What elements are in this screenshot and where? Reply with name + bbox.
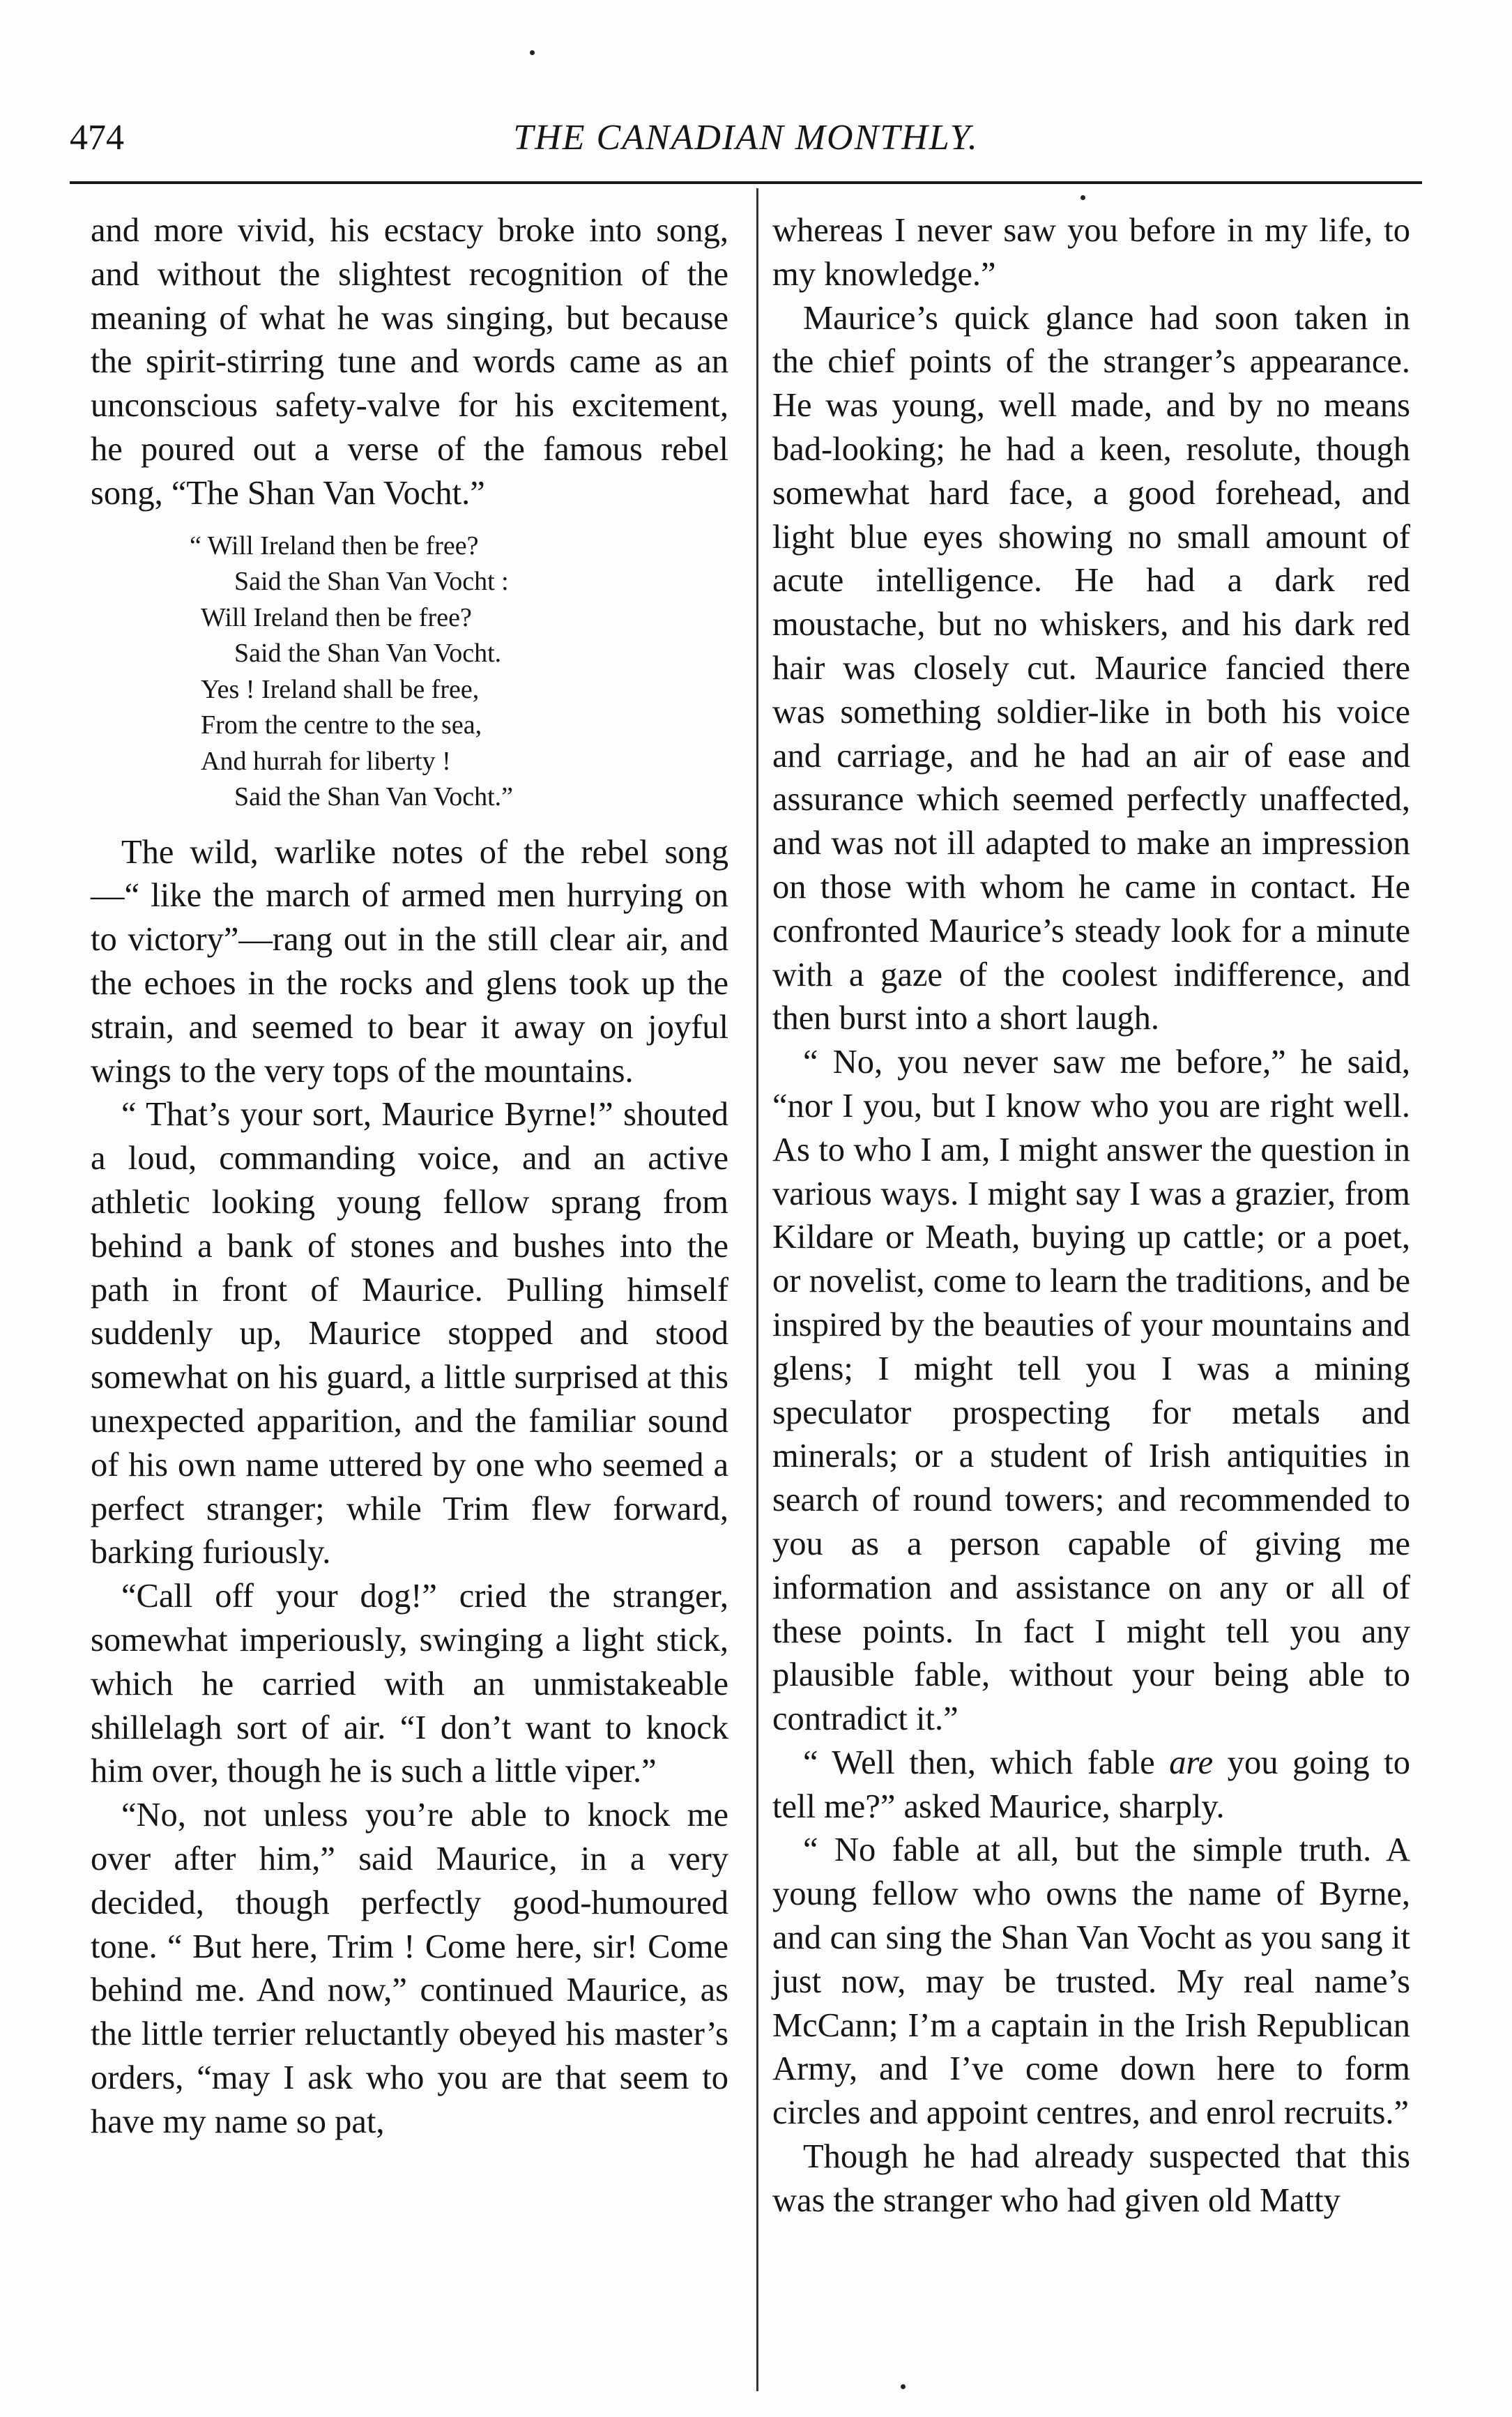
paragraph: [772, 1741, 1410, 1829]
paragraph: “ No, you never saw me before,” he said, “nor I you, but I know who you are right well. As to who I am, I might answer the question in various ways. I might say I was a grazier, from Kildare or Meath, buying up cattle; or a poet, or novelist, come to learn the traditions, and be inspired by the beauties of your mountains and glens; I might tell you I was a mining speculator prospecting for metals and minerals; or a student of Irish antiquities in search of round towers; and recommended to you as a person capable of giving me information and assistance on any or all of these points. In fact I might tell you any plausible fable, without your being able to contradict it.”: [772, 1044, 1410, 1738]
paragraph: and more vivid, his ecstacy broke into song, and without the slightest recognition of the meaning of what he was singing, but because the spirit-stirring tune and words came as an unconscious safety-valve for his excitement, he poured out a verse of the famous rebel song, “The Shan Van Vocht.”: [91, 212, 728, 512]
paragraph: Though he had already suspected that this was the stranger who had given old Matty: [772, 2138, 1410, 2219]
right-column: [772, 209, 1410, 2223]
paragraph: “Call off your dog!” cried the stranger, somewhat imperiously, swinging a light stick, which he carried with an unmistakeable shillelagh sort of air. “I don’t want to knock him over, though he is such a little viper.”: [91, 1578, 728, 1790]
paragraph: “No, not unless you’re able to knock me over after him,” said Maurice, in a very decided, though perfectly good-humoured tone. “ But here, Trim ! Come here, sir! Come behind me. And now,” continued Maurice, as the little terrier reluctantly obeyed his master’s orders, “may I ask who you are that seem to have my name so pat,: [91, 1797, 728, 2140]
page-number: 474: [70, 118, 124, 158]
poem-line: Said the Shan Van Vocht.: [234, 639, 502, 669]
text-run: “ Well then, which fable: [803, 1744, 1170, 1781]
poem-line: Said the Shan Van Vocht :: [234, 567, 509, 597]
paragraph: The wild, warlike notes of the rebel song —“ like the march of armed men hurrying on to victory”—rang out in the still clear air, and the echoes in the rocks and glens took up the strain, and seemed to bear it away on joyful wings to the very tops of the mountains.: [91, 833, 728, 1090]
running-title: THE CANADIAN MONTHLY.: [513, 118, 979, 158]
paragraph: whereas I never saw you before in my life, to my knowledge.”: [772, 212, 1410, 293]
left-column: [91, 209, 728, 2144]
paragraph: “ That’s your sort, Maurice Byrne!” shouted a loud, commanding voice, and an active athletic looking young fellow sprang from behind a bank of stones and bushes into the path in front of Maurice. Pulling himself suddenly up, Maurice stopped and stood somewhat on his guard, a little surprised at this unexpected apparition, and the familiar sound of his own name uttered by one who seemed a perfect stranger; while Trim flew forward, barking furiously.: [91, 1096, 728, 1571]
print-speck: [901, 2384, 906, 2389]
paragraph: “ No fable at all, but the simple truth. A young fellow who owns the name of Byrne, and can sing the Shan Van Vocht as you sang it just now, may be trusted. My real name’s McCann; I’m a captain in the Irish Republican Army, and I’ve come down here to form circles and appoint centres, and enrol recruits.”: [772, 1831, 1410, 2132]
poem-line: Yes ! Ireland shall be free,: [201, 674, 480, 704]
paragraph: Maurice’s quick glance had soon taken in the chief points of the stranger’s appearance. He was young, well made, and by no means bad-looking; he had a keen, resolute, though somewhat hard face, a good forehead, and light blue eyes showing no small amount of acute intelligence. He had a dark red moustache, but no whiskers, and his dark red hair was closely cut. Maurice fancied there was something soldier-like in both his voice and carriage, and he had an air of ease and assurance which seemed perfectly unaffected, and was not ill adapted to make an impression on those with whom he came in contact. He confronted Maurice’s steady look for a minute with a gaze of the coolest indifference, and then burst into a short laugh.: [772, 299, 1410, 1037]
print-speck: [530, 50, 535, 55]
header-rule: [70, 181, 1422, 184]
poem-line: Said the Shan Van Vocht.”: [234, 782, 514, 812]
poem-line: “ Will Ireland then be free?: [190, 531, 479, 561]
column-divider: [756, 188, 758, 2391]
poem-verse: [190, 528, 728, 816]
print-speck: [1080, 195, 1085, 200]
page-header: [70, 117, 1422, 173]
emphasis-text: are: [1169, 1744, 1214, 1781]
text-run: you going to tell me?” asked Maurice, sharply.: [772, 1744, 1410, 1825]
poem-line: From the centre to the sea,: [201, 710, 482, 740]
poem-line: And hurrah for liberty !: [201, 746, 451, 776]
poem-line: Will Ireland then be free?: [201, 602, 472, 632]
